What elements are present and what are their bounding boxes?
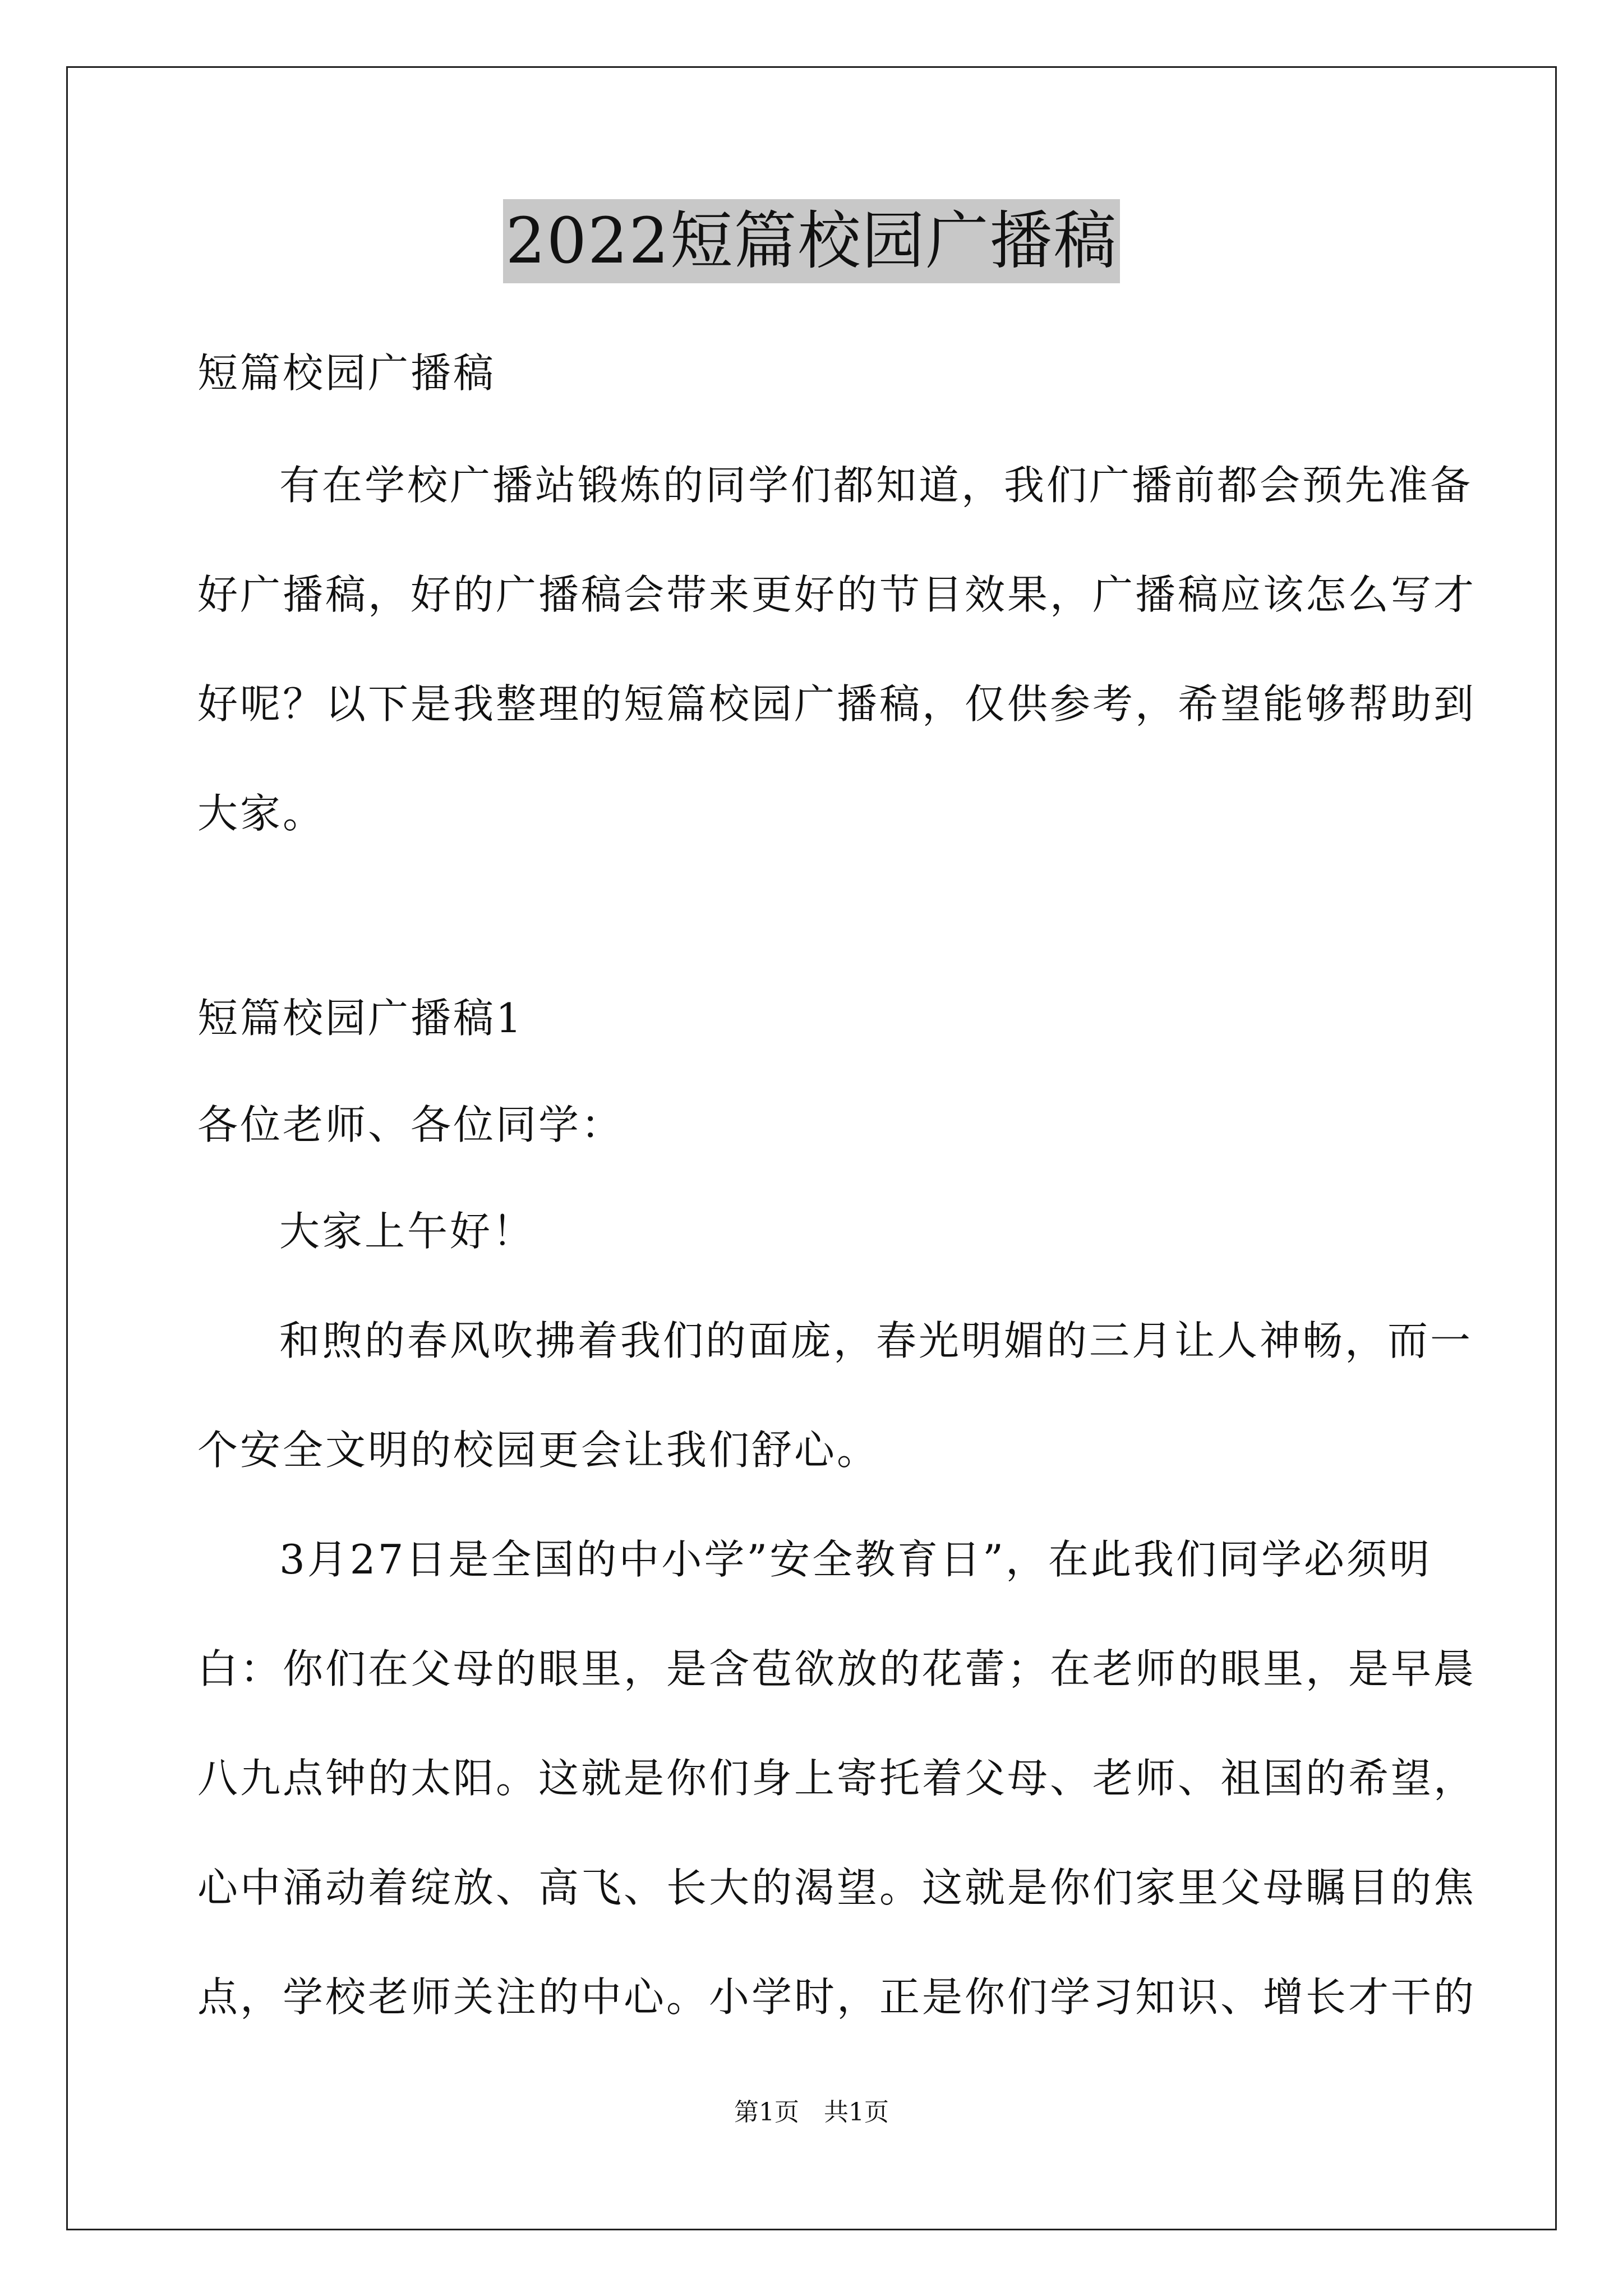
paragraph-line: 3月27日是全国的中小学”安全教育日”，在此我们同学必须明	[279, 1536, 1432, 1583]
paragraph-line: 和煦的春风吹拂着我们的面庞，春光明媚的三月让人神畅，而一	[279, 1317, 1473, 1364]
title-container	[0, 199, 1623, 283]
salutation: 各位老师、各位同学：	[197, 1101, 624, 1148]
paragraph-line: 白：你们在父母的眼里，是含苞欲放的花蕾；在老师的眼里，是早晨	[197, 1645, 1477, 1692]
paragraph-line: 有在学校广播站锻炼的同学们都知道，我们广播前都会预先准备	[279, 462, 1473, 509]
paragraph-line: 个安全文明的校园更会让我们舒心。	[197, 1427, 880, 1474]
greeting: 大家上午好！	[279, 1208, 536, 1255]
section-heading: 短篇校园广播稿	[197, 349, 496, 397]
document-title: 2022短篇校园广播稿	[503, 199, 1119, 283]
paragraph-line: 大家。	[197, 790, 326, 837]
page-footer: 第1页 共1页	[734, 2098, 889, 2127]
paragraph-line: 好广播稿，好的广播稿会带来更好的节目效果，广播稿应该怎么写才	[197, 571, 1477, 618]
paragraph-line: 好呢？以下是我整理的短篇校园广播稿，仅供参考，希望能够帮助到	[197, 680, 1477, 728]
section-heading: 短篇校园广播稿1	[197, 995, 524, 1042]
paragraph-line: 心中涌动着绽放、高飞、长大的渴望。这就是你们家里父母瞩目的焦	[197, 1864, 1477, 1911]
paragraph-line: 点，学校老师关注的中心。小学时，正是你们学习知识、增长才干的	[197, 1973, 1477, 2021]
paragraph-line: 八九点钟的太阳。这就是你们身上寄托着父母、老师、祖国的希望，	[197, 1755, 1477, 1802]
